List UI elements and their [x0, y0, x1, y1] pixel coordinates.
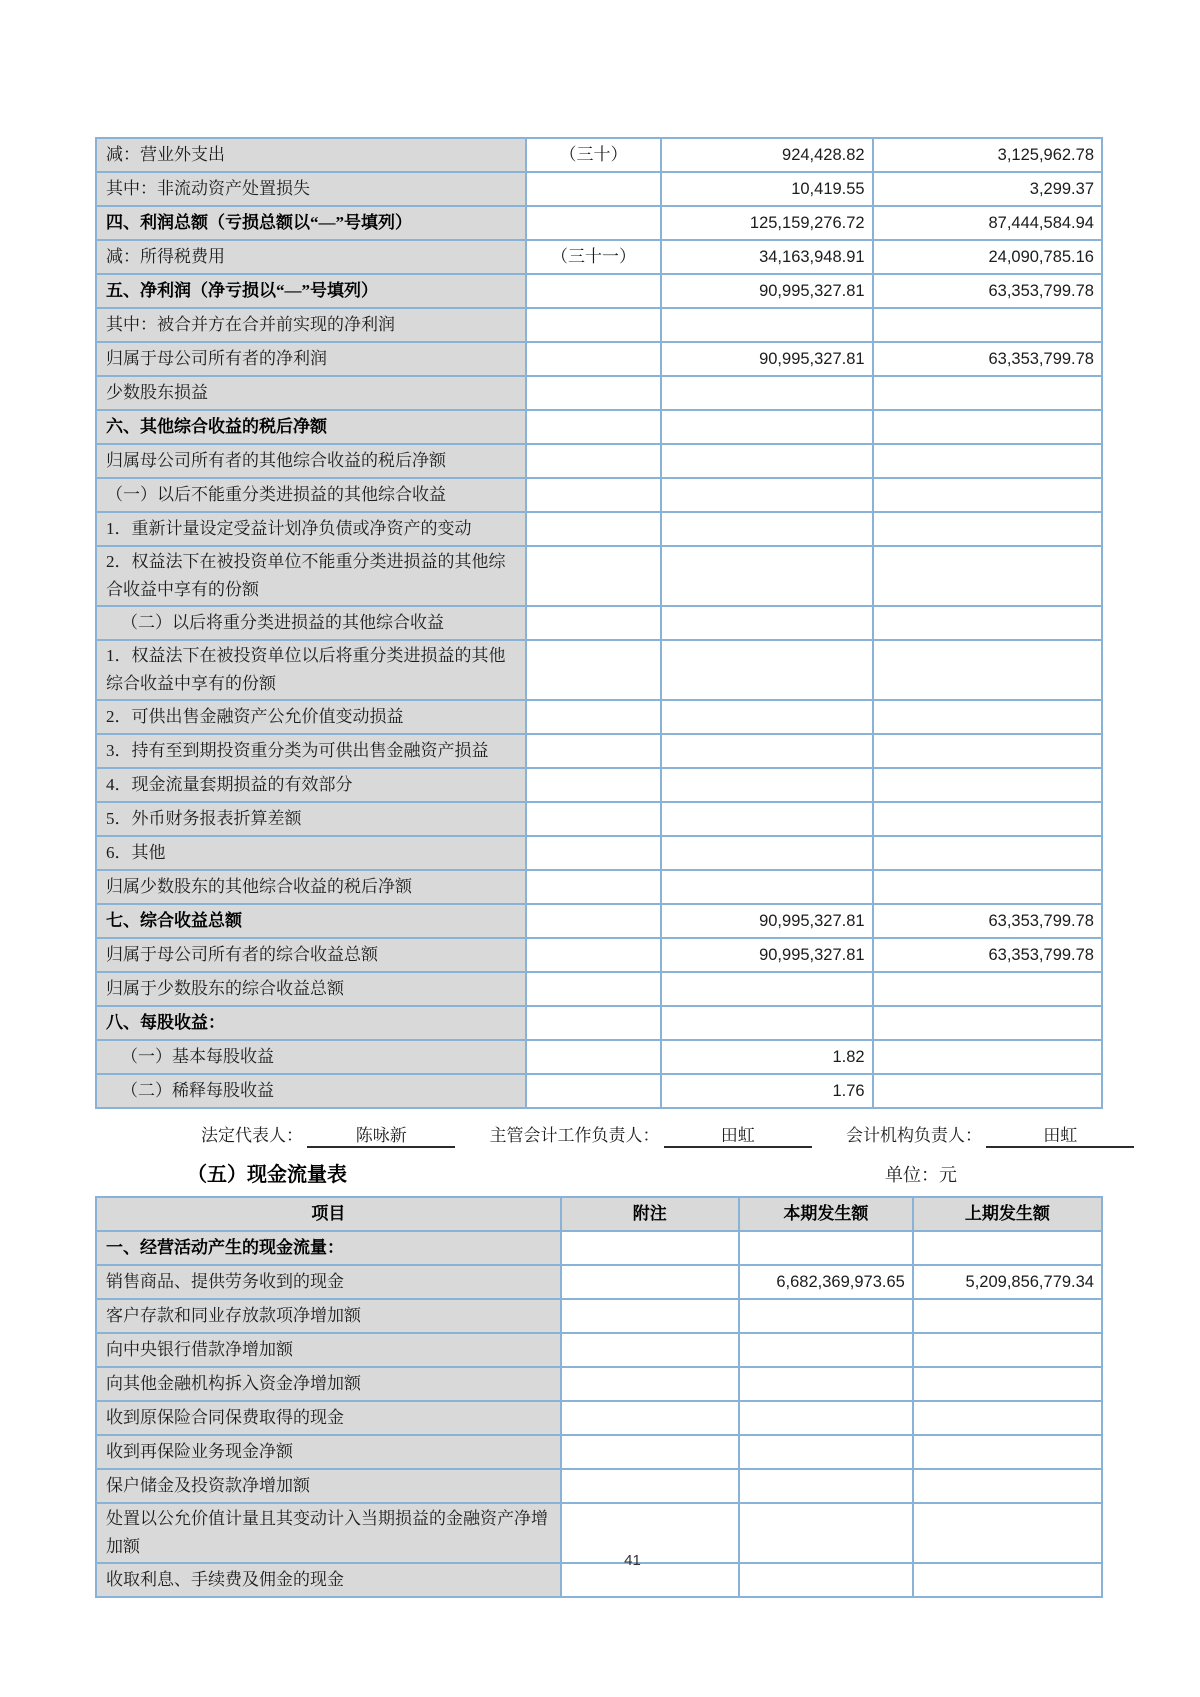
table-header-row: [96, 1197, 1102, 1231]
table-row: [96, 546, 1102, 606]
signature-line: [201, 1121, 1103, 1148]
row-prior-amount-cell: [873, 1006, 1102, 1040]
row-label-cell: 四、利润总额（亏损总额以“—”号填列）: [96, 206, 526, 240]
table-row: [96, 768, 1102, 802]
row-note-cell: [526, 444, 662, 478]
row-current-amount-cell: [661, 444, 872, 478]
table-row: [96, 938, 1102, 972]
row-label-cell: 3．持有至到期投资重分类为可供出售金融资产损益: [96, 734, 526, 768]
row-note-cell: [526, 274, 662, 308]
row-note-cell: [526, 308, 662, 342]
row-current-amount-cell: 90,995,327.81: [661, 274, 872, 308]
row-current-amount-cell: 10,419.55: [661, 172, 872, 206]
row-current-amount-cell: [661, 836, 872, 870]
row-prior-amount-cell: 3,125,962.78: [873, 138, 1102, 172]
row-current-amount-cell: 90,995,327.81: [661, 342, 872, 376]
table-row: [96, 1367, 1102, 1401]
row-label-cell: 归属少数股东的其他综合收益的税后净额: [96, 870, 526, 904]
row-note-cell: [561, 1469, 739, 1503]
row-current-amount-cell: [661, 546, 872, 606]
row-current-amount-cell: [739, 1299, 913, 1333]
accounting-head-label: 主管会计工作负责人：: [489, 1126, 660, 1145]
table-row: [96, 172, 1102, 206]
row-note-cell: [561, 1435, 739, 1469]
row-current-amount-cell: [661, 606, 872, 640]
table-row: [96, 606, 1102, 640]
table-row: [96, 1401, 1102, 1435]
row-prior-amount-cell: 87,444,584.94: [873, 206, 1102, 240]
income-statement-rows: [96, 138, 1102, 1108]
row-prior-amount-cell: 63,353,799.78: [873, 342, 1102, 376]
legal-representative-label: 法定代表人：: [201, 1126, 303, 1145]
row-label-cell: 向中央银行借款净增加额: [96, 1333, 561, 1367]
row-note-cell: （三十一）: [526, 240, 662, 274]
row-prior-amount-cell: [873, 768, 1102, 802]
row-note-cell: [526, 836, 662, 870]
row-label-cell: 六、其他综合收益的税后净额: [96, 410, 526, 444]
row-note-cell: [526, 734, 662, 768]
row-prior-amount-cell: [873, 376, 1102, 410]
row-current-amount-cell: [661, 478, 872, 512]
row-prior-amount-cell: [873, 478, 1102, 512]
row-prior-amount-cell: [873, 734, 1102, 768]
accounting-head-name: 田虹: [664, 1126, 812, 1148]
row-prior-amount-cell: 63,353,799.78: [873, 904, 1102, 938]
row-prior-amount-cell: [913, 1333, 1102, 1367]
row-note-cell: [526, 972, 662, 1006]
row-prior-amount-cell: [913, 1401, 1102, 1435]
row-note-cell: [526, 512, 662, 546]
cashflow-rows: [96, 1231, 1102, 1597]
header-prior-period-column: 上期发生额: [913, 1197, 1102, 1231]
row-prior-amount-cell: [913, 1469, 1102, 1503]
row-label-cell: 向其他金融机构拆入资金净增加额: [96, 1367, 561, 1401]
row-current-amount-cell: [739, 1333, 913, 1367]
row-note-cell: [526, 1006, 662, 1040]
row-note-cell: [526, 206, 662, 240]
row-prior-amount-cell: [873, 1040, 1102, 1074]
table-row: [96, 342, 1102, 376]
row-prior-amount-cell: [873, 444, 1102, 478]
table-row: [96, 1435, 1102, 1469]
row-note-cell: [526, 172, 662, 206]
table-row: [96, 640, 1102, 700]
row-label-cell: 5．外币财务报表折算差额: [96, 802, 526, 836]
row-label-cell: 销售商品、提供劳务收到的现金: [96, 1265, 561, 1299]
row-current-amount-cell: 924,428.82: [661, 138, 872, 172]
table-row: [96, 734, 1102, 768]
row-prior-amount-cell: [913, 1435, 1102, 1469]
row-label-cell: 2．权益法下在被投资单位不能重分类进损益的其他综合收益中享有的份额: [96, 546, 526, 606]
row-note-cell: [561, 1401, 739, 1435]
row-current-amount-cell: [661, 376, 872, 410]
row-label-cell: 其中：非流动资产处置损失: [96, 172, 526, 206]
row-current-amount-cell: [661, 308, 872, 342]
row-note-cell: [526, 342, 662, 376]
page-number: 41: [624, 1552, 641, 1569]
row-label-cell: 收到再保险业务现金净额: [96, 1435, 561, 1469]
row-prior-amount-cell: 3,299.37: [873, 172, 1102, 206]
row-current-amount-cell: [661, 700, 872, 734]
row-prior-amount-cell: [873, 700, 1102, 734]
unit-label: 单位：元: [885, 1165, 957, 1185]
row-current-amount-cell: [661, 640, 872, 700]
table-row: [96, 700, 1102, 734]
row-note-cell: [561, 1299, 739, 1333]
table-row: [96, 138, 1102, 172]
row-current-amount-cell: 90,995,327.81: [661, 904, 872, 938]
row-note-cell: [526, 1074, 662, 1108]
row-label-cell: 少数股东损益: [96, 376, 526, 410]
row-prior-amount-cell: [913, 1299, 1102, 1333]
row-note-cell: [526, 376, 662, 410]
row-label-cell: 归属于母公司所有者的净利润: [96, 342, 526, 376]
row-label-cell: 一、经营活动产生的现金流量：: [96, 1231, 561, 1265]
row-label-cell: 收取利息、手续费及佣金的现金: [96, 1563, 561, 1597]
table-row: [96, 478, 1102, 512]
row-prior-amount-cell: 24,090,785.16: [873, 240, 1102, 274]
table-row: [96, 308, 1102, 342]
row-current-amount-cell: [661, 410, 872, 444]
signature-legal-representative: [201, 1126, 460, 1145]
row-label-cell: （一）基本每股收益: [96, 1040, 526, 1074]
row-label-cell: 1．重新计量设定受益计划净负债或净资产的变动: [96, 512, 526, 546]
row-label-cell: 七、综合收益总额: [96, 904, 526, 938]
row-label-cell: 减：所得税费用: [96, 240, 526, 274]
row-label-cell: （一）以后不能重分类进损益的其他综合收益: [96, 478, 526, 512]
row-current-amount-cell: [661, 1006, 872, 1040]
table-row: [96, 444, 1102, 478]
row-prior-amount-cell: 63,353,799.78: [873, 274, 1102, 308]
cashflow-statement-title: （五）现金流量表: [187, 1164, 347, 1186]
row-note-cell: [526, 938, 662, 972]
row-label-cell: 归属母公司所有者的其他综合收益的税后净额: [96, 444, 526, 478]
row-current-amount-cell: 1.82: [661, 1040, 872, 1074]
row-prior-amount-cell: [873, 1074, 1102, 1108]
row-current-amount-cell: [739, 1367, 913, 1401]
row-prior-amount-cell: [873, 606, 1102, 640]
table-row: [96, 206, 1102, 240]
row-current-amount-cell: [739, 1469, 913, 1503]
row-note-cell: [561, 1367, 739, 1401]
table-row: [96, 1299, 1102, 1333]
legal-representative-name: 陈咏新: [307, 1126, 455, 1148]
row-prior-amount-cell: [873, 972, 1102, 1006]
row-label-cell: 归属于母公司所有者的综合收益总额: [96, 938, 526, 972]
row-prior-amount-cell: [913, 1231, 1102, 1265]
accounting-agency-head-label: 会计机构负责人：: [846, 1126, 982, 1145]
row-prior-amount-cell: [873, 802, 1102, 836]
table-row: [96, 512, 1102, 546]
table-row: [96, 1074, 1102, 1108]
row-note-cell: [526, 410, 662, 444]
row-current-amount-cell: 6,682,369,973.65: [739, 1265, 913, 1299]
row-current-amount-cell: [661, 734, 872, 768]
row-current-amount-cell: [661, 768, 872, 802]
table-row: [96, 1265, 1102, 1299]
row-note-cell: [526, 768, 662, 802]
header-item-column: 项目: [96, 1197, 561, 1231]
table-row: [96, 1006, 1102, 1040]
table-row: [96, 802, 1102, 836]
table-row: [96, 870, 1102, 904]
table-row: [96, 972, 1102, 1006]
row-label-cell: （二）以后将重分类进损益的其他综合收益: [96, 606, 526, 640]
table-row: [96, 1231, 1102, 1265]
table-row: [96, 376, 1102, 410]
row-label-cell: （二）稀释每股收益: [96, 1074, 526, 1108]
table-row: [96, 1333, 1102, 1367]
table-row: [96, 836, 1102, 870]
row-prior-amount-cell: [873, 836, 1102, 870]
page-content: [95, 137, 1103, 1598]
row-current-amount-cell: 125,159,276.72: [661, 206, 872, 240]
row-note-cell: [526, 802, 662, 836]
row-note-cell: [526, 1040, 662, 1074]
row-note-cell: [526, 606, 662, 640]
row-current-amount-cell: [661, 972, 872, 1006]
signature-accounting-head: [490, 1126, 817, 1145]
table-row: [96, 1040, 1102, 1074]
row-label-cell: 保户储金及投资款净增加额: [96, 1469, 561, 1503]
accounting-agency-head-name: 田虹: [986, 1126, 1134, 1148]
row-label-cell: 4．现金流量套期损益的有效部分: [96, 768, 526, 802]
table-row: [96, 1469, 1102, 1503]
row-prior-amount-cell: [873, 870, 1102, 904]
row-current-amount-cell: [661, 802, 872, 836]
row-prior-amount-cell: [873, 410, 1102, 444]
signature-accounting-agency-head: [846, 1126, 1134, 1145]
header-note-column: 附注: [561, 1197, 739, 1231]
row-prior-amount-cell: 5,209,856,779.34: [913, 1265, 1102, 1299]
row-note-cell: （三十）: [526, 138, 662, 172]
row-prior-amount-cell: 63,353,799.78: [873, 938, 1102, 972]
row-current-amount-cell: 1.76: [661, 1074, 872, 1108]
row-note-cell: [526, 904, 662, 938]
row-prior-amount-cell: [873, 512, 1102, 546]
header-current-period-column: 本期发生额: [739, 1197, 913, 1231]
row-prior-amount-cell: [873, 640, 1102, 700]
row-label-cell: 八、每股收益：: [96, 1006, 526, 1040]
row-current-amount-cell: 34,163,948.91: [661, 240, 872, 274]
row-prior-amount-cell: [873, 546, 1102, 606]
table-row: [96, 274, 1102, 308]
cashflow-title-row: [95, 1158, 1103, 1187]
row-label-cell: 6．其他: [96, 836, 526, 870]
row-current-amount-cell: 90,995,327.81: [661, 938, 872, 972]
row-note-cell: [561, 1333, 739, 1367]
row-note-cell: [526, 640, 662, 700]
row-note-cell: [526, 870, 662, 904]
row-current-amount-cell: [661, 512, 872, 546]
row-current-amount-cell: [661, 870, 872, 904]
row-note-cell: [526, 700, 662, 734]
row-label-cell: 收到原保险合同保费取得的现金: [96, 1401, 561, 1435]
row-label-cell: 归属于少数股东的综合收益总额: [96, 972, 526, 1006]
cashflow-header-row: [96, 1197, 1102, 1231]
row-note-cell: [561, 1265, 739, 1299]
row-label-cell: 处置以公允价值计量且其变动计入当期损益的金融资产净增加额: [96, 1503, 561, 1563]
row-note-cell: [526, 546, 662, 606]
table-row: [96, 240, 1102, 274]
row-current-amount-cell: [739, 1401, 913, 1435]
row-current-amount-cell: [739, 1231, 913, 1265]
row-note-cell: [526, 478, 662, 512]
row-label-cell: 其中：被合并方在合并前实现的净利润: [96, 308, 526, 342]
row-label-cell: 1．权益法下在被投资单位以后将重分类进损益的其他综合收益中享有的份额: [96, 640, 526, 700]
row-current-amount-cell: [739, 1435, 913, 1469]
row-label-cell: 客户存款和同业存放款项净增加额: [96, 1299, 561, 1333]
row-label-cell: 减：营业外支出: [96, 138, 526, 172]
cashflow-statement-table: [95, 1196, 1103, 1598]
income-statement-table: [95, 137, 1103, 1109]
row-prior-amount-cell: [873, 308, 1102, 342]
table-row: [96, 410, 1102, 444]
row-prior-amount-cell: [913, 1367, 1102, 1401]
row-note-cell: [561, 1231, 739, 1265]
row-label-cell: 五、净利润（净亏损以“—”号填列）: [96, 274, 526, 308]
table-row: [96, 904, 1102, 938]
row-label-cell: 2．可供出售金融资产公允价值变动损益: [96, 700, 526, 734]
